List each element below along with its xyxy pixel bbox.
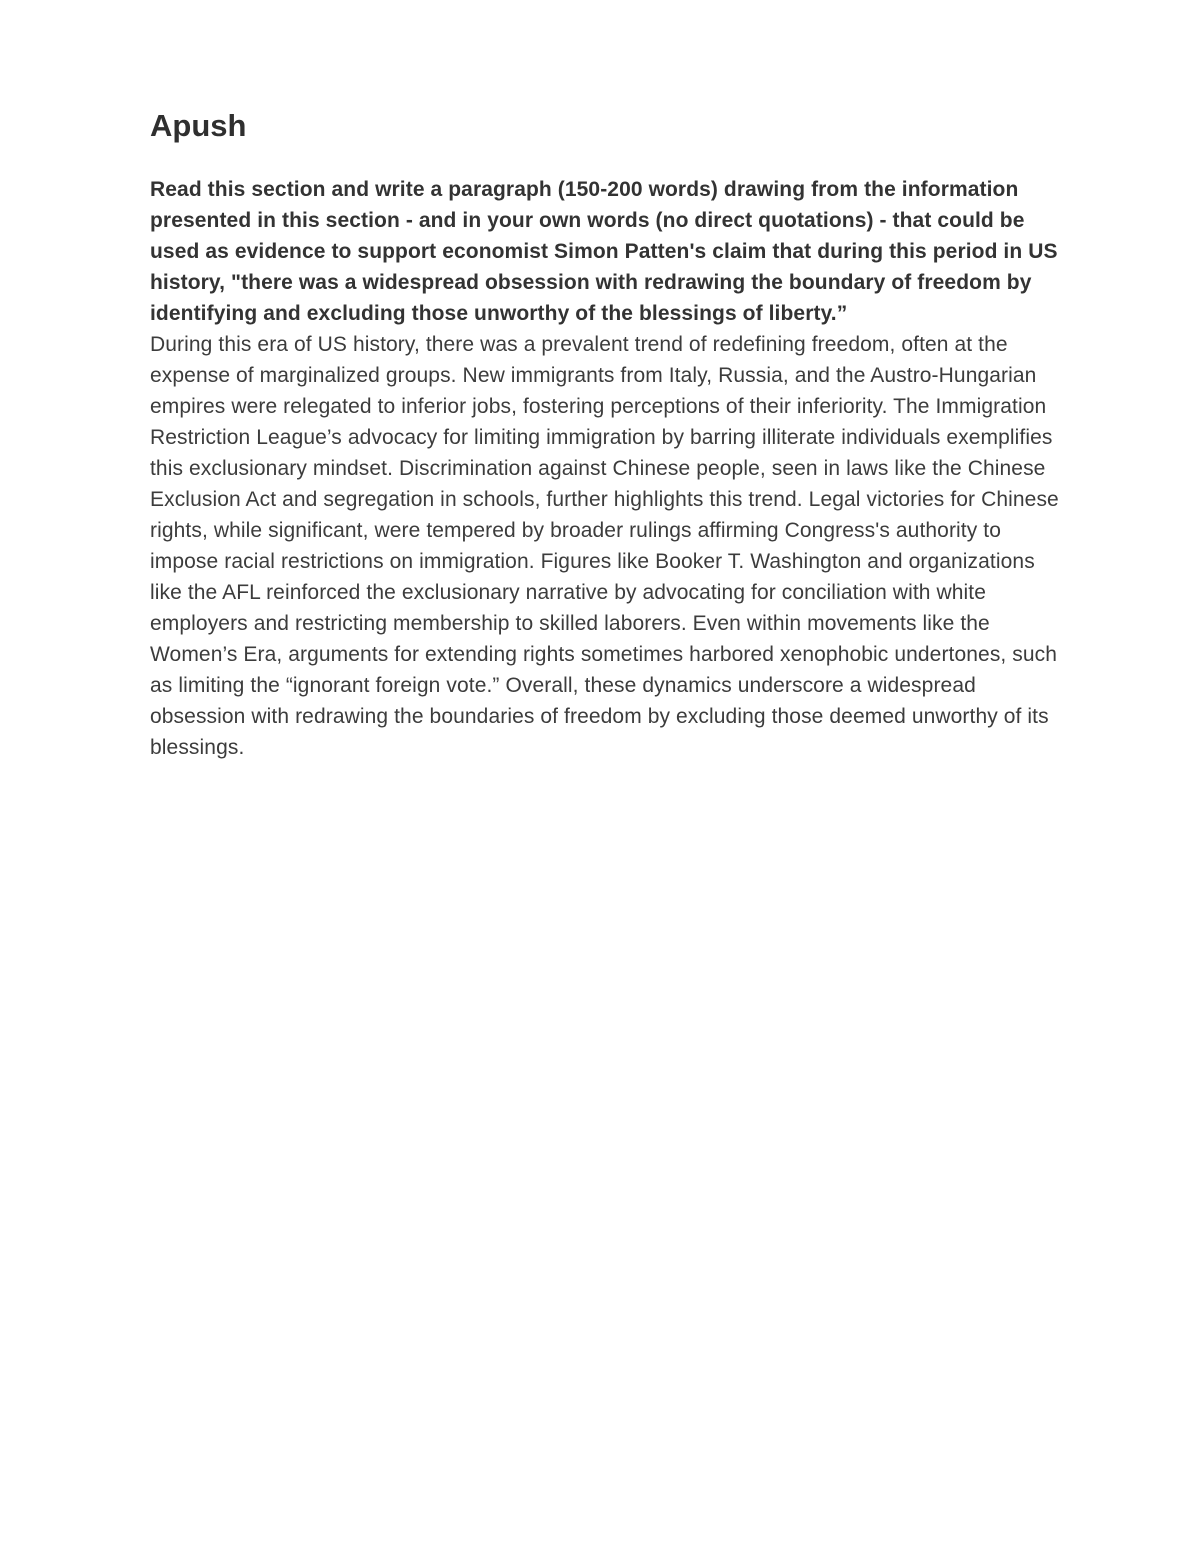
document-title: Apush (150, 108, 247, 143)
document-page (150, 104, 1060, 763)
answer-paragraph: During this era of US history, there was a prevalent trend of redefining freedom, often at the expense of marginalized groups. New immigrants from Italy, Russia, and the Austro-Hungarian empires were relegated to inferior jobs, fostering perceptions of their inferiority. The Immigration Restriction League’s advocacy for limiting immigration by barring illiterate individuals exemplifies this exclusionary mindset. Discrimination against Chinese people, seen in laws like the Chinese Exclusion Act and segregation in schools, further highlights this trend. Legal victories for Chinese rights, while significant, were tempered by broader rulings affirming Congress's authority to impose racial restrictions on immigration. Figures like Booker T. Washington and organizations like the AFL reinforced the exclusionary narrative by advocating for conciliation with white employers and restricting membership to skilled laborers. Even within movements like the Women’s Era, arguments for extending rights sometimes harbored xenophobic undertones, such as limiting the “ignorant foreign vote.” Overall, these dynamics underscore a widespread obsession with redrawing the boundaries of freedom by excluding those deemed unworthy of its blessings. (150, 333, 1059, 759)
assignment-prompt: Read this section and write a paragraph (150-200 words) drawing from the information presented in this section - and in your own words (no direct quotations) - that could be used as evidence to support economist Simon Patten's claim that during this period in US history, "there was a widespread obsession with redrawing the boundary of freedom by identifying and excluding those unworthy of the blessings of liberty.” (150, 178, 1058, 325)
